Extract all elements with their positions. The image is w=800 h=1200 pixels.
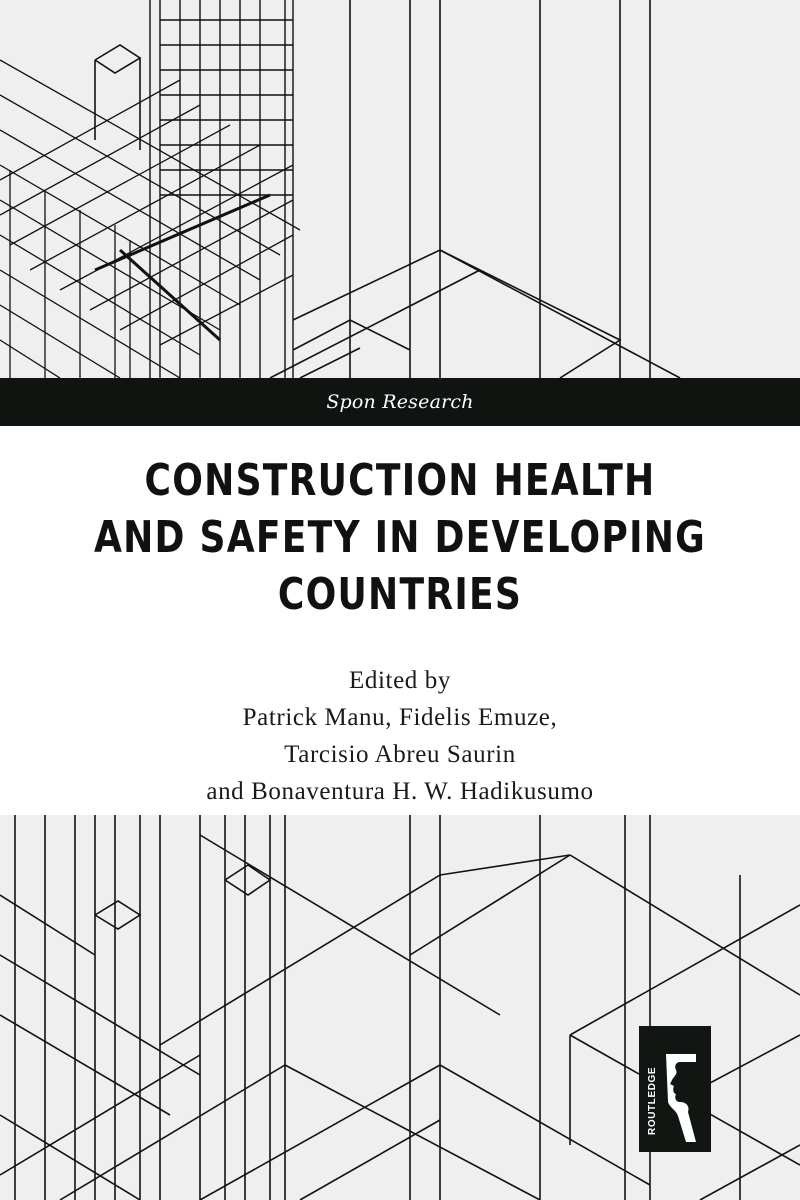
editors-line-2: Tarcisio Abreu Saurin xyxy=(284,741,516,768)
title-line-1: CONSTRUCTION HEALTH xyxy=(144,455,656,506)
routledge-mark-icon xyxy=(666,1054,702,1144)
routledge-logo xyxy=(639,1026,711,1152)
top-line-art xyxy=(0,0,800,378)
editors-block xyxy=(0,662,800,810)
edited-by-label: Edited by xyxy=(349,667,451,694)
title-line-2: AND SAFETY IN DEVELOPING xyxy=(93,512,707,563)
book-title xyxy=(72,452,728,623)
publisher-logo-text: ROUTLEDGE xyxy=(647,1066,658,1136)
top-line-art-drawing xyxy=(0,0,800,378)
title-line-3: COUNTRIES xyxy=(277,569,523,620)
grid-tower xyxy=(150,0,293,378)
series-name: Spon Research xyxy=(326,391,474,413)
editors-line-1: Patrick Manu, Fidelis Emuze, xyxy=(242,704,558,731)
editors-line-3: and Bonaventura H. W. Hadikusumo xyxy=(206,778,594,805)
series-band xyxy=(0,378,800,426)
